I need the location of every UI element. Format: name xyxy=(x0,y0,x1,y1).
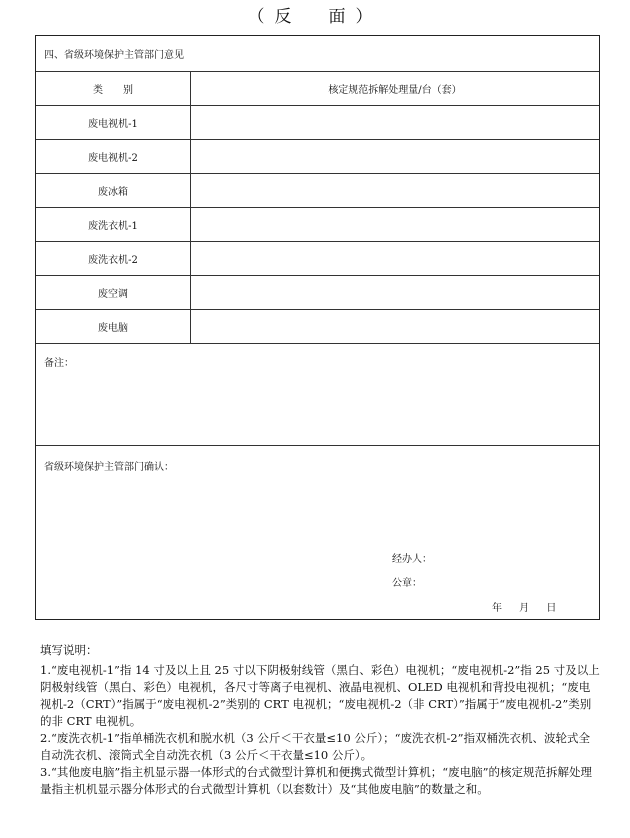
amount-cell[interactable] xyxy=(191,106,599,139)
category-cell: 废电视机-2 xyxy=(36,140,191,173)
instruction-item: 1.“废电视机-1”指 14 寸及以上且 25 寸以下阴极射线管（黑白、彩色）电视机；“废电视机-2”指 25 寸及以上阴极射线管（黑白、彩色）电视机，各尺寸等离子电视机、液晶电视机、OLED 电视机和背投电视机；“废电视机-2（CRT）”指属于“废电视机-2”类别的 CRT 电视机；“废电视机-2（非 CRT）”指属于“废电视机-2”类别的非 CRT 电视机。 xyxy=(40,663,600,728)
table-row xyxy=(36,174,599,208)
header-amount: 核定规范拆解处理量/台（套） xyxy=(328,85,462,96)
category-cell: 废洗衣机-1 xyxy=(36,208,191,241)
seal-label: 公章： xyxy=(392,578,422,589)
section-header-row xyxy=(36,36,599,72)
date-text: 年 月 日 xyxy=(492,603,557,614)
header-category: 类 别 xyxy=(36,72,191,105)
table-row xyxy=(36,276,599,310)
amount-cell[interactable] xyxy=(191,208,599,241)
amount-cell[interactable] xyxy=(191,174,599,207)
category-cell: 废电脑 xyxy=(36,310,191,343)
amount-cell[interactable] xyxy=(191,140,599,173)
instructions-title: 填写说明： xyxy=(40,643,98,657)
filling-instructions xyxy=(40,642,600,798)
category-cell: 废空调 xyxy=(36,276,191,309)
remarks-section[interactable] xyxy=(36,344,599,446)
instruction-item: 3.“其他废电脑”指主机显示器一体形式的台式微型计算机和便携式微型计算机；“废电脑”的核定规范拆解处理量指主机机显示器分体形式的台式微型计算机（以套数计）及“其他废电脑”的数量之和。 xyxy=(40,765,592,796)
table-row xyxy=(36,106,599,140)
category-cell: 废冰箱 xyxy=(36,174,191,207)
amount-cell[interactable] xyxy=(191,310,599,343)
instruction-item: 2.“废洗衣机-1”指单桶洗衣机和脱水机（3 公斤＜干衣量≤10 公斤）；“废洗衣机-2”指双桶洗衣机、波轮式全自动洗衣机、滚筒式全自动洗衣机（3 公斤＜干衣量≤10 公斤）。 xyxy=(40,731,591,762)
table-row xyxy=(36,310,599,344)
page-title: （反 面） xyxy=(247,7,383,27)
section-header: 四、省级环境保护主管部门意见 xyxy=(44,50,184,61)
table-header-row xyxy=(36,72,599,106)
amount-cell[interactable] xyxy=(191,242,599,275)
remarks-label: 备注： xyxy=(44,358,74,369)
handler-label: 经办人： xyxy=(392,554,432,565)
amount-cell[interactable] xyxy=(191,276,599,309)
category-cell: 废电视机-1 xyxy=(36,106,191,139)
category-cell: 废洗衣机-2 xyxy=(36,242,191,275)
table-row xyxy=(36,140,599,174)
confirmation-label: 省级环境保护主管部门确认： xyxy=(44,462,174,473)
opinion-form xyxy=(35,35,600,620)
confirmation-section xyxy=(36,446,599,619)
table-row xyxy=(36,242,599,276)
table-row xyxy=(36,208,599,242)
